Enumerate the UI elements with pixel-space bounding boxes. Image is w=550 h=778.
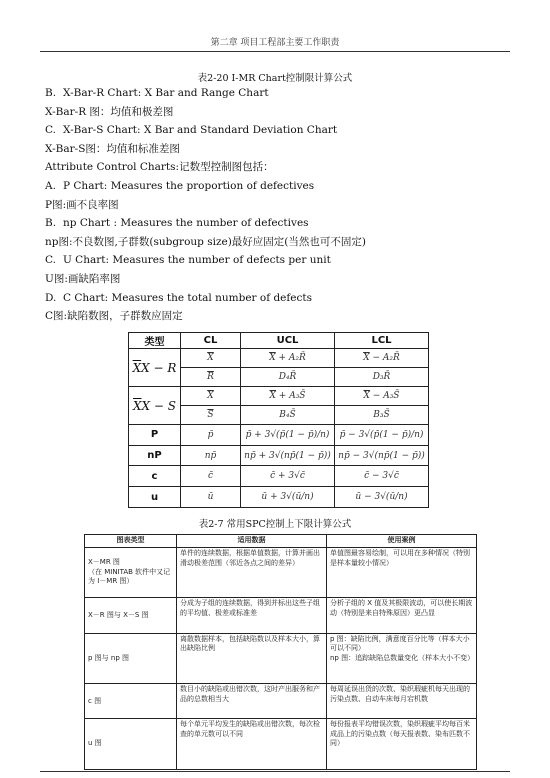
- lcl-np: np̄ − 3√(np̄(1 − p̄)): [335, 445, 429, 466]
- body-text: [45, 84, 515, 326]
- text-line: X-Bar-S图：均值和标准差图: [45, 142, 180, 155]
- ucl-s: B₄S̄: [241, 406, 335, 425]
- caption-table-2-20: 表2-20 I-MR Chart控制限计算公式: [197, 73, 353, 84]
- lcl-r: D₃R̄: [335, 368, 429, 387]
- header-lcl: LCL: [335, 333, 429, 349]
- lcl-c: c̄ − 3√c̄: [335, 466, 429, 487]
- cl-xbar: X: [181, 349, 241, 368]
- header-type: 类型: [129, 333, 181, 349]
- text-line: A. P Chart: Measures the proportion of defectives: [45, 179, 315, 192]
- lcl-xbar: X − A₂R̄: [335, 349, 429, 368]
- header-rule: [40, 51, 510, 52]
- ucl-np: np̄ + 3√(np̄(1 − p̄)): [241, 445, 335, 466]
- table-row: c 图 数目小的缺陷或出错次数，这时产出服务和产品的总数相当大 每周延误出货的次数、染织瑕疵机每天出现的污染点数、自动车床每月宕机数: [85, 684, 477, 719]
- text-line: X-Bar-R 图：均值和极差图: [45, 105, 174, 118]
- ucl-r: D₄R̄: [241, 368, 335, 387]
- type-xbar-r: $\overline{X}X - R$: [129, 349, 181, 387]
- table-row: X－R 图与 X－S 图 分成为子组的连续数据，得到并标出这些子组的平均值、极差或标准差 分析子组的 X 值及其极限波动，可以使长期波动（特别是来自特殊原因）更凸显: [85, 598, 477, 633]
- type-np: nP: [129, 445, 181, 466]
- ucl-xbar: X + A₂R̄: [241, 349, 335, 368]
- text-line: U图:画缺陷率图: [45, 272, 121, 285]
- ucl-p: p̄ + 3√(p̄(1 − p̄)/n): [241, 425, 335, 446]
- type-u: u: [129, 487, 181, 508]
- type-c: c: [129, 466, 181, 487]
- text-line: Attribute Control Charts:记数型控制图包括：: [45, 161, 274, 174]
- table-row: X－MR 图 （在 MINITAB 软件中又记为 I－MR 图） 单件的连续数据，根据单值数据，计算并画出滑动极差范围（邻近各点之间的差异） 单值图最容易绘制，可以用在多种情况（特别是样本量较小情况）: [85, 548, 477, 598]
- footer-rule: [40, 771, 510, 772]
- type-xbar-s: $\overline{X}X - S$: [129, 387, 181, 425]
- cl-p: p̄: [181, 425, 241, 446]
- text-line: C. U Chart: Measures the number of defects per unit: [45, 254, 331, 267]
- text-line: np图:不良数图,子群数(subgroup size)最好应固定(当然也可不固定): [45, 235, 366, 248]
- header-chart-type: 图表类型: [85, 535, 177, 548]
- lcl-p: p̄ − 3√(p̄(1 − p̄)/n): [335, 425, 429, 446]
- type-p: P: [129, 425, 181, 446]
- text-line: D. C Chart: Measures the total number of defects: [45, 291, 312, 304]
- table-row: u 图 每个单元平均发生的缺陷或出错次数，每次检查的单元数可以不同 每份报表平均错误次数，染织瑕疵平均每百米成品上的污染点数（每天报表数、染布匹数不同）: [85, 719, 477, 770]
- page-header: 第二章 项目工程部主要工作职责: [210, 38, 340, 48]
- header-use-case: 使用案例: [327, 535, 477, 548]
- lcl-u: ū − 3√(ū/n): [335, 487, 429, 508]
- cl-xbar-s: X: [181, 387, 241, 406]
- text-line: B. X-Bar-R Chart: X Bar and Range Chart: [45, 87, 269, 99]
- caption-table-2-7: 表2-7 常用SPC控制上下限计算公式: [198, 519, 352, 530]
- text-line: P图:画不良率图: [45, 198, 119, 211]
- header-applicable-data: 适用数据: [177, 535, 327, 548]
- ucl-xbar-s: X + A₃S̄: [241, 387, 335, 406]
- control-limit-formula-table: [128, 332, 428, 508]
- text-line: C. X-Bar-S Chart: X Bar and Standard Deviation Chart: [45, 124, 338, 137]
- text-line: C图:缺陷数图，子群数应固定: [45, 310, 183, 323]
- ucl-c: c̄ + 3√c̄: [241, 466, 335, 487]
- cl-u: ū: [181, 487, 241, 508]
- header-cl: CL: [181, 333, 241, 349]
- table-row: p 图与 np 图 离散数据样本，包括缺陷数以及样本大小，算出缺陷比例 p 图：缺陷比例，满意度百分比等（样本大小可以不同） np 图：追踪缺陷总数量变化（样本大小不变）: [85, 633, 477, 683]
- ucl-u: ū + 3√(ū/n): [241, 487, 335, 508]
- lcl-s: B₃S̄: [335, 406, 429, 425]
- cl-s: $\overline{S}$: [181, 406, 241, 425]
- cl-r: $\overline{R}$: [181, 368, 241, 387]
- spc-chart-types-table: [84, 534, 476, 770]
- text-line: B. np Chart : Measures the number of defectives: [45, 217, 309, 230]
- cl-np: np̄: [181, 445, 241, 466]
- cl-c: c̄: [181, 466, 241, 487]
- header-ucl: UCL: [241, 333, 335, 349]
- lcl-xbar-s: X − A₃S̄: [335, 387, 429, 406]
